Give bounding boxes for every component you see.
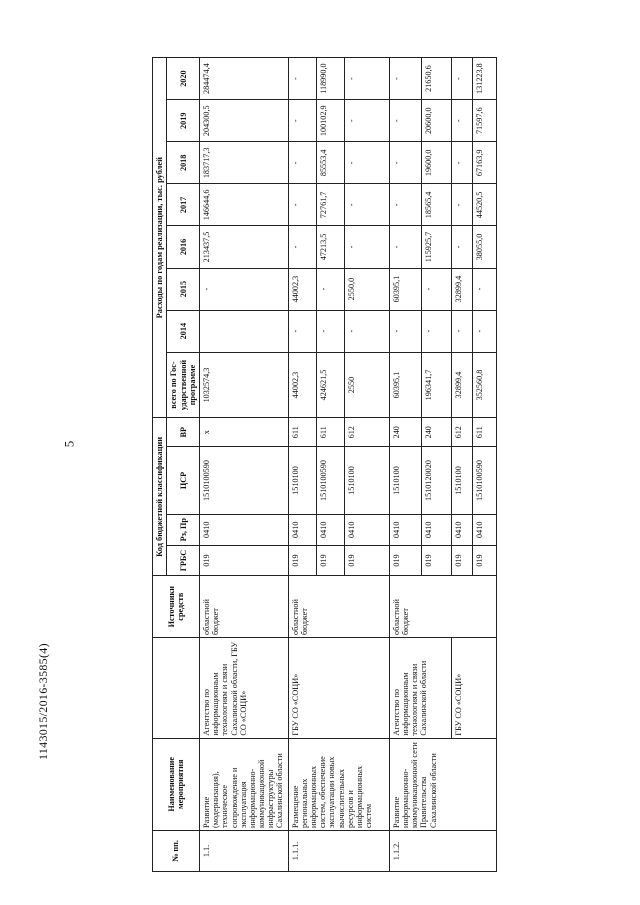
row-funding-source: областной бюджет <box>288 576 389 638</box>
row-csr: 1510100590 <box>472 447 496 515</box>
row-2015: 2550,0 <box>345 268 390 310</box>
row-total: 352560,8 <box>472 352 496 418</box>
header-vr: ВР <box>167 418 200 447</box>
row-2016: - <box>389 226 421 268</box>
page-number: 5 <box>61 440 77 448</box>
header-funding-source: Источники средств <box>153 576 200 638</box>
row-2018: 85553,4 <box>316 142 344 184</box>
row-2015: - <box>422 268 452 310</box>
row-2020: - <box>389 58 421 100</box>
row-number: 1.1.2. <box>389 830 496 871</box>
header-activity-name: Наименование мероприятия <box>153 738 200 830</box>
table-row <box>199 58 288 872</box>
row-total: 424621,5 <box>316 352 344 418</box>
row-2017: - <box>288 184 316 226</box>
row-grbs: 019 <box>345 545 390 576</box>
row-rzpr: 0410 <box>199 514 288 545</box>
row-2019: - <box>389 100 421 142</box>
row-2015: 44002,3 <box>288 268 316 310</box>
row-rzpr: 0410 <box>345 514 390 545</box>
document-registration-code: 1143015/2016-3585(4) <box>36 643 50 760</box>
row-total: 32899,4 <box>452 352 472 418</box>
table-body <box>199 58 496 872</box>
row-2017: - <box>452 184 472 226</box>
row-2019: 20600,0 <box>422 100 452 142</box>
row-2019: - <box>345 100 390 142</box>
header-year-2017: 2017 <box>167 184 200 226</box>
row-2017: 146644,6 <box>199 184 288 226</box>
row-grbs: 019 <box>452 545 472 576</box>
row-2014: - <box>345 310 390 352</box>
row-2016: 115925,7 <box>422 226 452 268</box>
row-csr: 1510100 <box>389 447 421 515</box>
header-number: № пп. <box>153 830 200 871</box>
row-vr: 240 <box>422 418 452 447</box>
row-csr: 1510100 <box>345 447 390 515</box>
row-2020: 284474,4 <box>199 58 288 100</box>
row-rzpr: 0410 <box>389 514 421 545</box>
row-number: 1.1.1. <box>288 830 389 871</box>
header-total: всего по Гос-ударственной программе <box>167 352 200 418</box>
row-csr: 1510100590 <box>316 447 344 515</box>
row-rzpr: 0410 <box>422 514 452 545</box>
row-2016: 38055,0 <box>472 226 496 268</box>
row-2015: - <box>472 268 496 310</box>
header-csr: ЦСР <box>167 447 200 515</box>
table-header <box>153 58 200 872</box>
header-year-2018: 2018 <box>167 142 200 184</box>
row-2017: 44520,5 <box>472 184 496 226</box>
row-2018: - <box>288 142 316 184</box>
row-2015: - <box>316 268 344 310</box>
row-2014: - <box>316 310 344 352</box>
row-funding-source: областной бюджет <box>199 576 288 638</box>
row-rzpr: 0410 <box>472 514 496 545</box>
row-2019: 204300,5 <box>199 100 288 142</box>
row-grbs: 019 <box>288 545 316 576</box>
rotated-budget-table-sheet <box>152 57 497 872</box>
row-activity-name: Развитие информационно-коммуникационной сети Правительства Сахалинской области <box>389 738 496 830</box>
row-total: 2550 <box>345 352 390 418</box>
row-2019: 100102,9 <box>316 100 344 142</box>
row-grbs: 019 <box>199 545 288 576</box>
row-rzpr: 0410 <box>288 514 316 545</box>
row-2014: - <box>472 310 496 352</box>
row-2019: 71597,6 <box>472 100 496 142</box>
table-row <box>288 58 316 872</box>
row-2016: - <box>345 226 390 268</box>
row-executor: Агентство по информационным технологиям и связи Сахалинской области <box>389 638 452 739</box>
row-2018: - <box>389 142 421 184</box>
header-expenses-by-year: Расходы по годам реализации, тыс. рублей <box>153 58 167 418</box>
row-2014: - <box>452 310 472 352</box>
row-total: 196341,7 <box>422 352 452 418</box>
header-year-2016: 2016 <box>167 226 200 268</box>
row-rzpr: 0410 <box>452 514 472 545</box>
row-csr: 1510100 <box>288 447 316 515</box>
row-csr: 1510100590 <box>199 447 288 515</box>
row-csr: 1510120020 <box>422 447 452 515</box>
row-2020: 21650,6 <box>422 58 452 100</box>
row-vr: 612 <box>345 418 390 447</box>
header-year-2019: 2019 <box>167 100 200 142</box>
row-2020: 118990,0 <box>316 58 344 100</box>
header-year-2020: 2020 <box>167 58 200 100</box>
row-2017: 18565,4 <box>422 184 452 226</box>
row-2018: - <box>452 142 472 184</box>
row-grbs: 019 <box>389 545 421 576</box>
row-executor: ГБУ СО «СОЦИ» <box>288 638 389 739</box>
row-total: 60395,1 <box>389 352 421 418</box>
header-executor <box>153 638 200 739</box>
row-total: 44002,3 <box>288 352 316 418</box>
row-2015: 32899,4 <box>452 268 472 310</box>
row-2014: - <box>288 310 316 352</box>
budget-expenses-table <box>152 57 497 872</box>
row-2017: - <box>389 184 421 226</box>
row-number: 1.1. <box>199 830 288 871</box>
row-vr: 612 <box>452 418 472 447</box>
row-2014: - <box>389 310 421 352</box>
header-rzpr: Рз, Пр <box>167 514 200 545</box>
header-year-2015: 2015 <box>167 268 200 310</box>
row-2016: - <box>452 226 472 268</box>
row-grbs: 019 <box>422 545 452 576</box>
row-activity-name: Развитие (модернизация), техническое сопровождение и эксплуатация информационно-коммуникационной инфраструктуры Сахалинской области <box>199 738 288 830</box>
row-activity-name: Размещение региональных информационных систем, обеспечение эксплуатации новых вычислительных ресурсов и информационных систем <box>288 738 389 830</box>
row-2018: 67163,9 <box>472 142 496 184</box>
row-2020: - <box>452 58 472 100</box>
row-grbs: 019 <box>472 545 496 576</box>
row-2018: 19600,0 <box>422 142 452 184</box>
row-2014 <box>199 310 288 352</box>
row-2015: 60395,1 <box>389 268 421 310</box>
row-2020: - <box>288 58 316 100</box>
row-2018: 183717,3 <box>199 142 288 184</box>
row-csr: 1510100 <box>452 447 472 515</box>
row-vr: х <box>199 418 288 447</box>
row-vr: 240 <box>389 418 421 447</box>
row-executor: Агентство по информационным технологиям и связи Сахалинской области, ГБУ СО «СОЦИ» <box>199 638 288 739</box>
table-row <box>389 58 421 872</box>
row-vr: 611 <box>316 418 344 447</box>
header-year-2014: 2014 <box>167 310 200 352</box>
row-2017: 72761,7 <box>316 184 344 226</box>
row-2020: 131223,8 <box>472 58 496 100</box>
row-executor: ГБУ СО «СОЦИ» <box>452 638 497 739</box>
row-2019: - <box>288 100 316 142</box>
row-2016: - <box>288 226 316 268</box>
row-2016: 213437,5 <box>199 226 288 268</box>
header-budget-classification: Код бюджетной классификации <box>153 418 167 576</box>
row-total: 1032574,3 <box>199 352 288 418</box>
row-rzpr: 0410 <box>316 514 344 545</box>
row-2017: - <box>345 184 390 226</box>
row-funding-source: областной бюджет <box>389 576 496 638</box>
row-vr: 611 <box>472 418 496 447</box>
row-2019: - <box>452 100 472 142</box>
row-2015: - <box>199 268 288 310</box>
row-2018: - <box>345 142 390 184</box>
row-2014: - <box>422 310 452 352</box>
row-vr: 611 <box>288 418 316 447</box>
row-2020: - <box>345 58 390 100</box>
row-2016: 47213,5 <box>316 226 344 268</box>
header-grbs: ГРБС <box>167 545 200 576</box>
row-grbs: 019 <box>316 545 344 576</box>
